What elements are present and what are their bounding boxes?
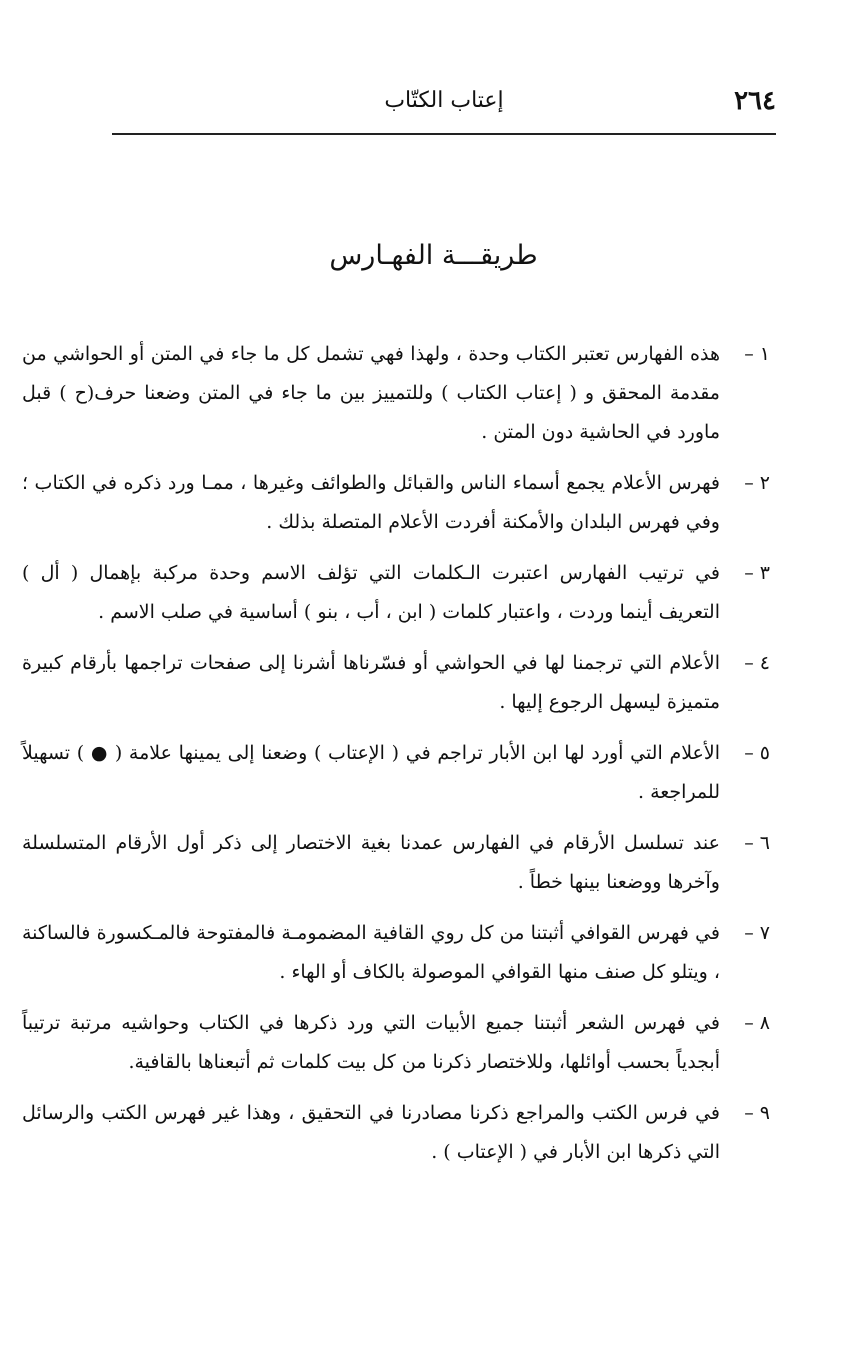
entry-text: هذه الفهارس تعتبر الكتاب وحدة ، ولهذا فهي تشمل كل ما جاء في المتن أو الحواشي من مقدمة المحقق و ( إعتاب الكتاب ) وللتمييز بين ما جاء في المتن وضعنا حرف(ح ) قبل ماورد في الحاشية دون المتن . [22, 343, 720, 443]
entry-number: ٩ – [744, 1102, 770, 1124]
entry-number: ٢ – [744, 472, 770, 494]
list-item [22, 464, 770, 542]
page-header [112, 84, 776, 128]
list-item [22, 1004, 770, 1082]
entry-text: في فرس الكتب والمراجع ذكرنا مصادرنا في التحقيق ، وهذا غير فهرس الكتب والرسائل التي ذكرها ابن الأبار في ( الإعتاب ) . [22, 1102, 720, 1163]
entry-number: ٨ – [744, 1012, 770, 1034]
list-item [22, 734, 770, 812]
entry-text: في ترتيب الفهارس اعتبرت الـكلمات التي تؤلف الاسم وحدة مركبة بإهمال ( أل ) التعريف أينما وردت ، واعتبار كلمات ( ابن ، أب ، بنو ) أساسية في صلب الاسم . [22, 562, 720, 623]
entry-text: في فهرس الشعر أثبتنا جميع الأبيات التي ورد ذكرها في الكتاب وحواشيه مرتبة ترتيباً أبجدياً بحسب أوائلها، وللاختصار ذكرنا من كل بيت كلمات ثم أتبعناها بالقافية. [22, 1012, 720, 1073]
entry-text: في فهرس القوافي أثبتنا من كل روي القافية المضمومـة فالمفتوحة فالمـكسورة فالساكنة ، ويتلو كل صنف منها القوافي الموصولة بالكاف أو الهاء . [22, 922, 720, 983]
entry-number: ٣ – [744, 562, 770, 584]
list-item [22, 554, 770, 632]
entry-text: عند تسلسل الأرقام في الفهارس عمدنا بغية الاختصار إلى ذكر أول الأرقام المتسلسلة وآخرها ووضعنا بينها خطاً . [22, 832, 720, 893]
list-item [22, 1094, 770, 1172]
section-title: طريقـــة الفهـارس [329, 240, 538, 271]
entry-number: ١ – [744, 343, 770, 365]
entry-number: ٦ – [744, 832, 770, 854]
entry-number: ٥ – [744, 742, 770, 764]
page-number: ٢٦٤ [734, 86, 776, 116]
list-item [22, 824, 770, 902]
entry-number: ٤ – [744, 652, 770, 674]
entry-text: الأعلام التي أورد لها ابن الأبار تراجم في ( الإعتاب ) وضعنا إلى يمينها علامة ( ● ) تسهيلاً للمراجعة . [22, 742, 720, 803]
entry-list [22, 335, 770, 1184]
entry-text: فهرس الأعلام يجمع أسماء الناس والقبائل والطوائف وغيرها ، ممـا ورد ذكره في الكتاب ؛ وفي فهرس البلدان والأمكنة أفردت الأعلام المتصلة بذلك . [22, 472, 720, 533]
entry-text: الأعلام التي ترجمنا لها في الحواشي أو فسّرناها أشرنا إلى صفحات تراجمها بأرقام كبيرة متميزة ليسهل الرجوع إليها . [22, 652, 720, 713]
list-item [22, 644, 770, 722]
entry-number: ٧ – [744, 922, 770, 944]
header-rule [112, 133, 776, 135]
list-item [22, 335, 770, 452]
list-item [22, 914, 770, 992]
running-title: إعتاب الكتّاب [384, 88, 504, 113]
